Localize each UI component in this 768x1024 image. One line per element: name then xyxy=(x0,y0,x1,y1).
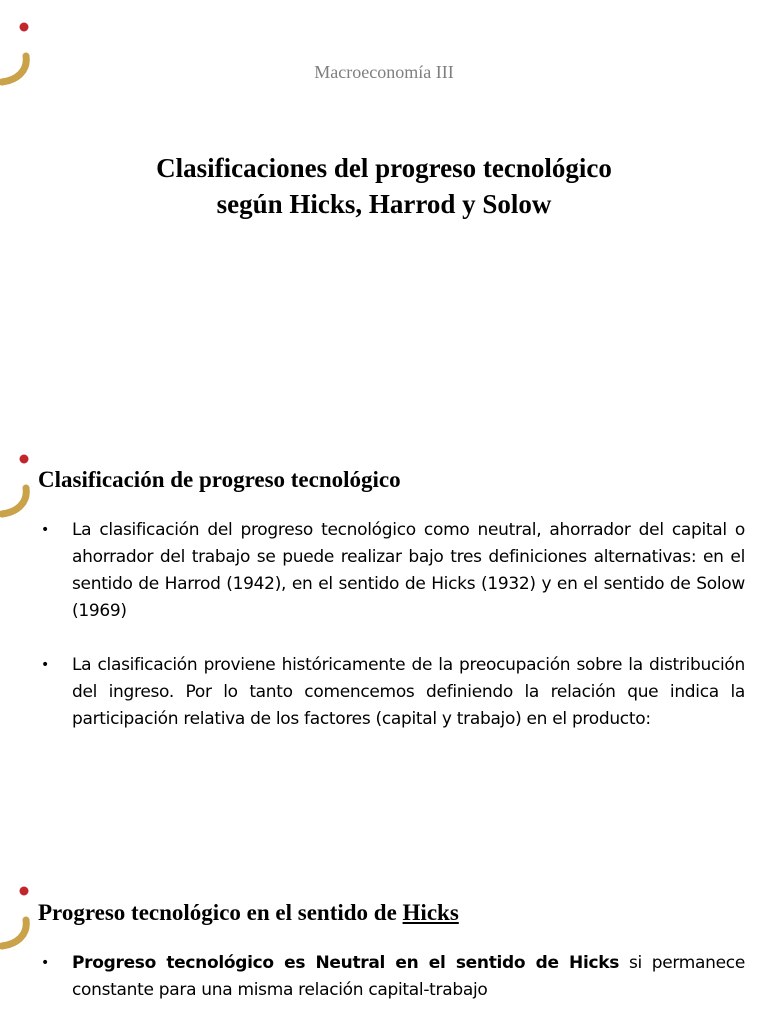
slide-hicks xyxy=(0,870,768,1024)
section-heading xyxy=(38,900,459,926)
bullet-text: La clasificación del progreso tecnológico como neutral, ahorrador del capital o ahorrador del trabajo se puede realizar bajo tres definiciones alternativas: en el sentido de Harrod (1942), en el sentido de Hicks (1932) y en el sentido de Solow (1969) xyxy=(72,520,745,621)
course-name: Macroeconomía III xyxy=(314,62,454,82)
title-line-2: según Hicks, Harrod y Solow xyxy=(216,189,552,219)
list-item xyxy=(38,517,745,625)
bullet-icon: • xyxy=(41,522,49,538)
bullet-text: La clasificación proviene históricamente de la preocupación sobre la distribución del ingreso. Por lo tanto comencemos definiendo la relación que indica la participación relativa de los factores (capital y trabajo) en el producto: xyxy=(72,655,745,729)
bullet-icon: • xyxy=(41,657,49,673)
slide-title xyxy=(0,0,768,430)
hicks-link[interactable]: Hicks xyxy=(402,900,459,925)
bullet-list xyxy=(38,950,745,1004)
logo-arc-icon xyxy=(0,882,40,962)
title-line-1: Clasificaciones del progreso tecnológico xyxy=(156,153,612,183)
logo-arc-icon xyxy=(0,450,40,530)
section-heading: Clasificación de progreso tecnológico xyxy=(38,467,401,492)
heading-prefix: Progreso tecnológico en el sentido de xyxy=(38,900,397,925)
logo-arc-icon xyxy=(0,18,40,98)
list-item xyxy=(38,950,745,1004)
bullet-text: si permanece constante para una misma relación capital-trabajo xyxy=(72,953,745,1000)
bullet-list xyxy=(38,517,745,733)
bullet-bold-text: Progreso tecnológico es Neutral en el sentido de Hicks xyxy=(72,953,620,973)
slide-classification xyxy=(0,440,768,860)
bullet-icon: • xyxy=(41,955,49,971)
page-title xyxy=(0,150,768,222)
list-item xyxy=(38,652,745,733)
